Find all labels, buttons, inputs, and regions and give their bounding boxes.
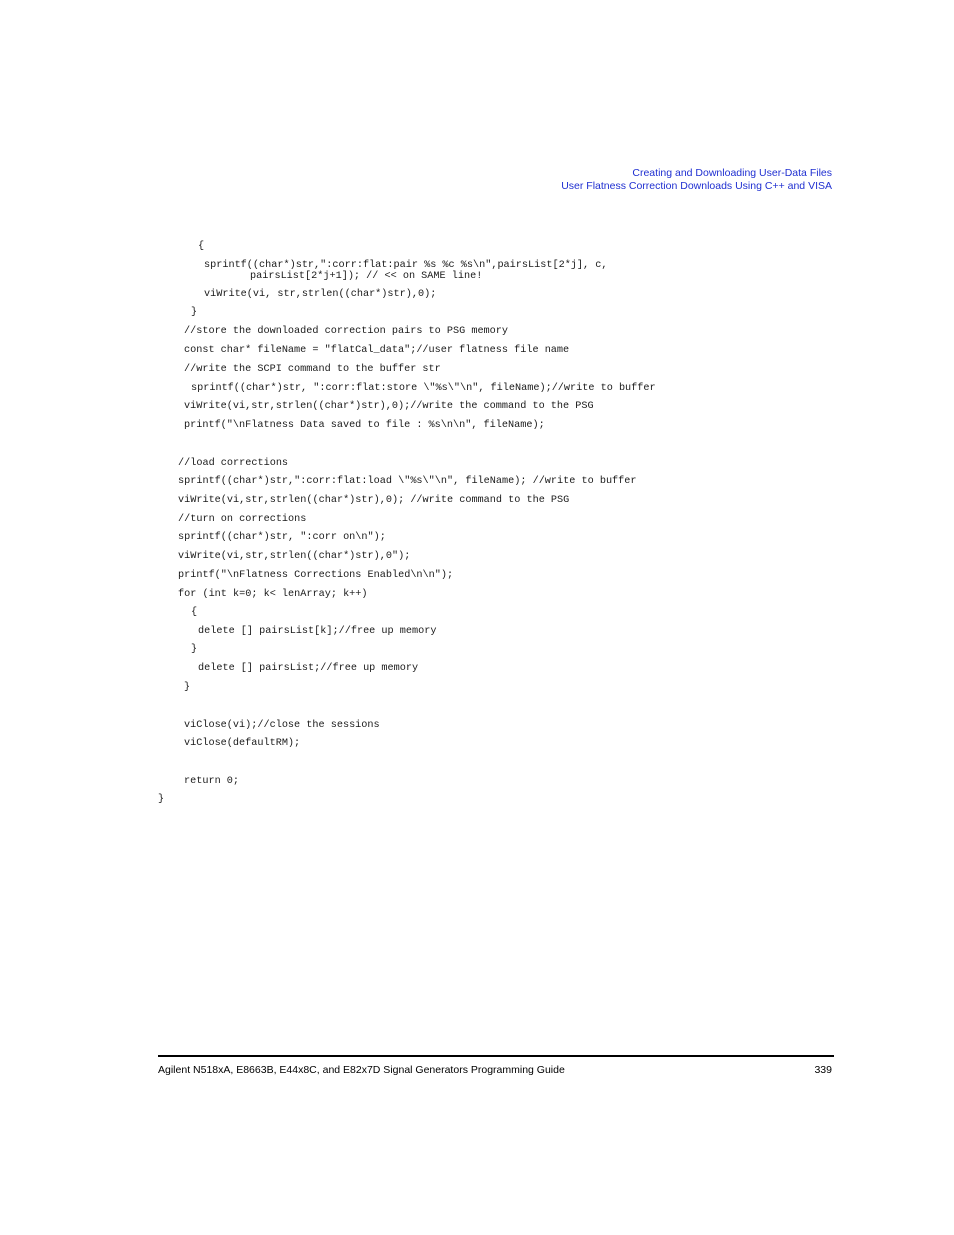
code-line: sprintf((char*)str,":corr:flat:pair %s %c %s\n",pairsList[2*j], c, [204,260,608,271]
code-line: } [184,682,191,693]
footer-title: Agilent N518xA, E8663B, E44x8C, and E82x7D Signal Generators Programming Guide [158,1064,565,1076]
footer-divider [158,1055,834,1057]
code-line: for (int k=0; k< lenArray; k++) [178,589,368,600]
code-line: pairsList[2*j+1]); // << on SAME line! [250,271,483,282]
code-line: //store the downloaded correction pairs to PSG memory [184,326,509,337]
code-line: viClose(vi);//close the sessions [184,720,380,731]
code-line: { [198,241,205,252]
code-line: { [191,607,198,618]
section-title: User Flatness Correction Downloads Using C++ and VISA [561,179,832,192]
code-line: } [158,794,165,805]
code-line: viWrite(vi,str,strlen((char*)str),0);//write the command to the PSG [184,401,594,412]
code-line: delete [] pairsList;//free up memory [198,663,419,674]
code-line: printf("\nFlatness Data saved to file : %s\n\n", fileName); [184,420,545,431]
code-line: viWrite(vi, str,strlen((char*)str),0); [204,289,437,300]
code-line: } [191,644,198,655]
code-line: } [191,307,198,318]
code-line: delete [] pairsList[k];//free up memory [198,626,437,637]
code-line: sprintf((char*)str, ":corr:flat:store \"%s\"\n", fileName);//write to buffer [191,383,656,394]
code-line: //load corrections [178,458,289,469]
code-line: viWrite(vi,str,strlen((char*)str),0); //write command to the PSG [178,495,570,506]
code-line: const char* fileName = "flatCal_data";//user flatness file name [184,345,570,356]
chapter-title: Creating and Downloading User-Data Files [632,167,832,179]
code-line: return 0; [184,776,240,787]
code-line: viClose(defaultRM); [184,738,301,749]
code-line: //turn on corrections [178,514,307,525]
code-line: printf("\nFlatness Corrections Enabled\n\n"); [178,570,454,581]
code-line: sprintf((char*)str, ":corr on\n"); [178,532,386,543]
page-number: 339 [814,1064,832,1076]
code-line: sprintf((char*)str,":corr:flat:load \"%s\"\n", fileName); //write to buffer [178,476,637,487]
code-line: //write the SCPI command to the buffer str [184,364,441,375]
code-line: viWrite(vi,str,strlen((char*)str),0"); [178,551,411,562]
